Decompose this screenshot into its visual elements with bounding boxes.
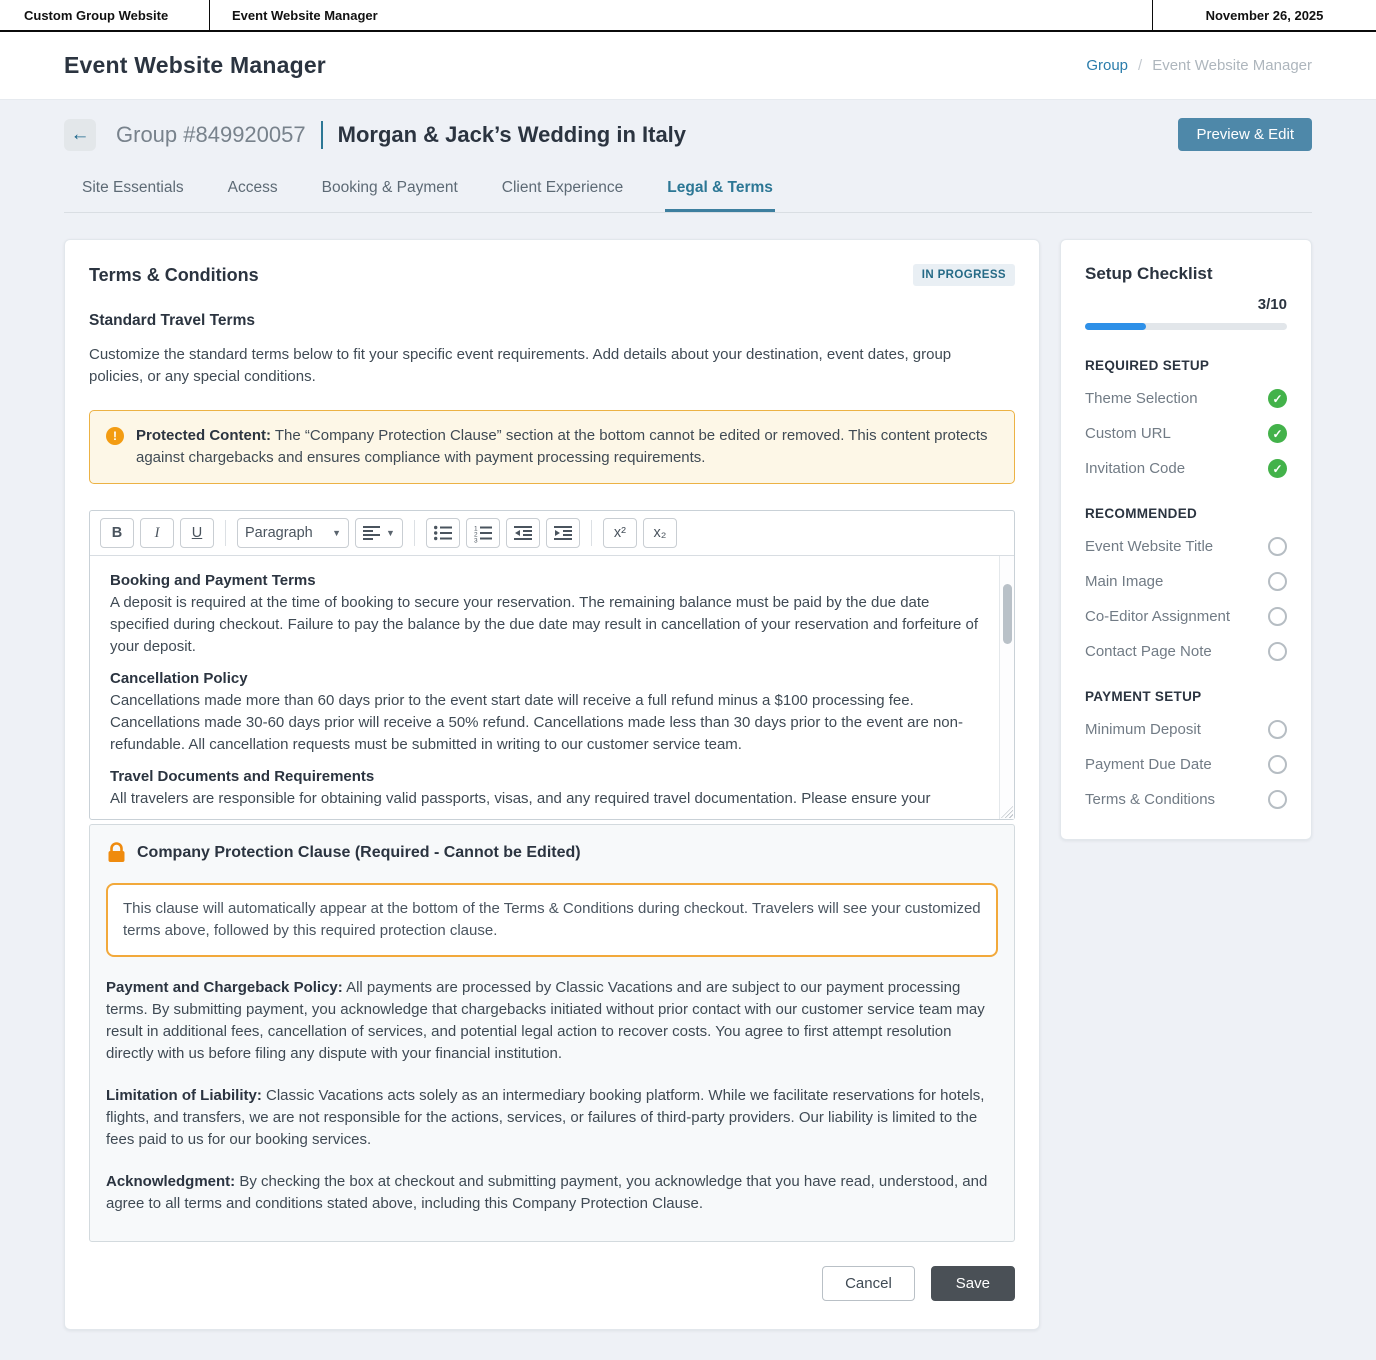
checklist-item-label: Terms & Conditions bbox=[1085, 791, 1216, 808]
checklist-item-custom-url bbox=[1085, 424, 1287, 443]
breadcrumb-group-link[interactable]: Group bbox=[1086, 57, 1129, 74]
checklist-item-label: Co-Editor Assignment bbox=[1085, 608, 1231, 625]
toolbar-separator bbox=[414, 520, 415, 546]
superscript-button[interactable] bbox=[603, 518, 637, 548]
topbar-tab-event-website-manager[interactable]: Event Website Manager bbox=[232, 7, 378, 23]
editor-heading: Travel Documents and Requirements bbox=[110, 768, 375, 785]
protection-title: Company Protection Clause (Required - Cannot be Edited) bbox=[137, 844, 581, 861]
event-title: Morgan & Jack’s Wedding in Italy bbox=[337, 121, 687, 147]
checklist-section-heading: RECOMMENDED bbox=[1085, 506, 1198, 521]
superscript-label: x² bbox=[613, 525, 626, 541]
checklist-section-recommended bbox=[1085, 506, 1287, 661]
bullet-list-icon bbox=[434, 526, 452, 540]
checklist-title: Setup Checklist bbox=[1085, 264, 1213, 283]
scrollbar-thumb[interactable] bbox=[1003, 584, 1012, 644]
section-description: Customize the standard terms below to fit your specific event requirements. Add details about your destination, event dates, group policies, or any special conditions. bbox=[89, 346, 952, 385]
paragraph-label: Limitation of Liability: bbox=[106, 1087, 262, 1104]
progress-bar bbox=[1085, 323, 1287, 330]
group-header-row bbox=[64, 118, 1312, 151]
status-badge: IN PROGRESS bbox=[913, 264, 1015, 286]
warning-icon: ! bbox=[106, 427, 124, 445]
italic-button[interactable] bbox=[140, 518, 174, 548]
company-protection-panel bbox=[89, 824, 1015, 1242]
underline-label: U bbox=[191, 525, 203, 541]
checklist-item-contact-page-note bbox=[1085, 642, 1287, 661]
editor-content-area[interactable] bbox=[90, 556, 1014, 819]
lock-icon bbox=[108, 843, 125, 863]
editor-paragraph: All travelers are responsible for obtaining valid passports, visas, and any required travel documentation. Please ensure your bbox=[110, 790, 931, 807]
underline-button[interactable] bbox=[180, 518, 214, 548]
paragraph-text: Classic Vacations acts solely as an intermediary booking platform. While we facilitate reservations for hotels, flights, and transfers, we are not responsible for the actions, services, or failures of third-party providers. Our liability is limited to the fees paid to us for our booking services. bbox=[106, 1087, 985, 1148]
checklist-item-label: Event Website Title bbox=[1085, 538, 1214, 555]
setup-checklist-card bbox=[1060, 239, 1312, 840]
checklist-item-invitation-code bbox=[1085, 459, 1287, 478]
paragraph-style-dropdown[interactable] bbox=[237, 518, 349, 548]
breadcrumb bbox=[1086, 57, 1312, 74]
paragraph-label: Payment and Chargeback Policy: bbox=[106, 979, 343, 996]
empty-circle-icon bbox=[1268, 720, 1287, 739]
breadcrumb-current: Event Website Manager bbox=[1152, 57, 1312, 74]
subscript-button[interactable] bbox=[643, 518, 677, 548]
paragraph-label: Acknowledgment: bbox=[106, 1173, 236, 1190]
checklist-progress-count: 3/10 bbox=[1257, 296, 1287, 313]
svg-text:2: 2 bbox=[473, 531, 478, 539]
warning-text: The “Company Protection Clause” section at the bottom cannot be edited or removed. This content protects against chargebacks and ensures compliance with payment processing requirements. bbox=[136, 427, 988, 466]
breadcrumb-separator: / bbox=[1138, 57, 1143, 74]
back-button[interactable]: ← bbox=[64, 119, 96, 151]
checklist-item-label: Minimum Deposit bbox=[1085, 721, 1201, 738]
cancel-button[interactable]: Cancel bbox=[822, 1266, 915, 1301]
editor-paragraph: A deposit is required at the time of booking to secure your reservation. The remaining balance must be paid by the due date specified during checkout. Failure to pay the balance by the due date may result in cancellation of your reservation and forfeiture of your deposit. bbox=[110, 594, 979, 655]
check-circle-icon bbox=[1268, 389, 1287, 408]
outdent-icon bbox=[514, 526, 532, 540]
svg-text:3: 3 bbox=[473, 537, 478, 545]
bold-label: B bbox=[111, 525, 123, 541]
save-button[interactable]: Save bbox=[931, 1266, 1015, 1301]
protection-paragraph bbox=[106, 1085, 998, 1151]
italic-label: I bbox=[154, 524, 160, 541]
chevron-down-icon: ▼ bbox=[386, 528, 395, 538]
top-bar bbox=[0, 0, 1376, 32]
protection-paragraph bbox=[106, 977, 998, 1065]
terms-conditions-card bbox=[64, 239, 1040, 1330]
checklist-item-label: Main Image bbox=[1085, 573, 1164, 590]
toolbar-separator bbox=[225, 520, 226, 546]
empty-circle-icon bbox=[1268, 790, 1287, 809]
checklist-item-label: Theme Selection bbox=[1085, 390, 1198, 407]
preview-edit-button[interactable]: Preview & Edit bbox=[1178, 118, 1312, 151]
editor-toolbar bbox=[90, 511, 1014, 556]
align-left-icon bbox=[363, 526, 380, 540]
checklist-item-label: Custom URL bbox=[1085, 425, 1171, 442]
editor-heading: Cancellation Policy bbox=[110, 670, 248, 687]
check-circle-icon bbox=[1268, 424, 1287, 443]
page-title: Event Website Manager bbox=[64, 52, 326, 78]
checklist-item-minimum-deposit bbox=[1085, 720, 1287, 739]
subscript-label: x₂ bbox=[653, 525, 667, 541]
checklist-item-label: Contact Page Note bbox=[1085, 643, 1212, 660]
warning-label: Protected Content: bbox=[136, 427, 271, 444]
alignment-dropdown[interactable] bbox=[355, 518, 403, 548]
page-header bbox=[0, 32, 1376, 100]
check-circle-icon bbox=[1268, 459, 1287, 478]
numbered-list-icon bbox=[473, 525, 492, 545]
checklist-item-payment-due-date bbox=[1085, 755, 1287, 774]
checklist-item-label: Payment Due Date bbox=[1085, 756, 1212, 773]
checklist-item-main-image bbox=[1085, 572, 1287, 591]
progress-bar-fill bbox=[1085, 323, 1146, 330]
section-title: Terms & Conditions bbox=[89, 264, 259, 285]
empty-circle-icon bbox=[1268, 537, 1287, 556]
bullet-list-button[interactable] bbox=[426, 518, 460, 548]
tab-client-experience[interactable]: Client Experience bbox=[501, 179, 624, 196]
subsection-title: Standard Travel Terms bbox=[89, 312, 255, 329]
checklist-item-terms-conditions bbox=[1085, 790, 1287, 809]
topbar-date: November 26, 2025 bbox=[1152, 0, 1376, 30]
numbered-list-button[interactable] bbox=[466, 518, 500, 548]
indent-button[interactable] bbox=[546, 518, 580, 548]
editor-heading: Booking and Payment Terms bbox=[110, 572, 316, 589]
paragraph-text: By checking the box at checkout and submitting payment, you acknowledge that you have read, understood, and agree to all terms and conditions stated above, including this Company Protection Clause. bbox=[106, 1173, 988, 1212]
tab-site-essentials[interactable]: Site Essentials bbox=[82, 179, 184, 196]
empty-circle-icon bbox=[1268, 572, 1287, 591]
paragraph-style-value: Paragraph bbox=[245, 525, 313, 541]
rich-text-editor bbox=[89, 510, 1015, 820]
tab-access[interactable]: Access bbox=[227, 179, 278, 196]
svg-text:1: 1 bbox=[473, 525, 478, 533]
protection-notice: This clause will automatically appear at the bottom of the Terms & Conditions during checkout. Travelers will see your customized terms above, followed by this required protection clause. bbox=[106, 883, 998, 957]
paragraph-text: All payments are processed by Classic Vacations and are subject to our payment processing terms. By submitting payment, you acknowledge that chargebacks initiated without prior contact with our customer service team may result in additional fees, cancellation of services, and potential legal action to recover costs. You agree to first attempt resolution directly with us before filing any dispute with your financial institution. bbox=[106, 979, 985, 1062]
title-divider bbox=[321, 121, 323, 149]
tab-bar bbox=[64, 171, 1312, 213]
checklist-item-co-editor-assignment bbox=[1085, 607, 1287, 626]
protected-content-warning bbox=[89, 410, 1015, 484]
outdent-button[interactable] bbox=[506, 518, 540, 548]
empty-circle-icon bbox=[1268, 642, 1287, 661]
checklist-section-payment-setup bbox=[1085, 689, 1287, 809]
checklist-item-theme-selection bbox=[1085, 389, 1287, 408]
checklist-section-heading: REQUIRED SETUP bbox=[1085, 358, 1210, 373]
protection-paragraph bbox=[106, 1171, 998, 1215]
checklist-item-label: Invitation Code bbox=[1085, 460, 1186, 477]
empty-circle-icon bbox=[1268, 755, 1287, 774]
checklist-section-heading: PAYMENT SETUP bbox=[1085, 689, 1202, 704]
checklist-item-event-website-title bbox=[1085, 537, 1287, 556]
editor-scrollbar[interactable] bbox=[999, 556, 1014, 819]
group-id: Group #849920057 bbox=[116, 121, 306, 147]
chevron-down-icon: ▼ bbox=[332, 528, 341, 538]
indent-icon bbox=[554, 526, 572, 540]
editor-paragraph: Cancellations made more than 60 days prior to the event start date will receive a full refund minus a $100 processing fee. Cancellations made 30-60 days prior will receive a 50% refund. Cancellations made less than 30 days prior to the event are non-refundable. All cancellation requests must be submitted in writing to our customer service team. bbox=[110, 692, 963, 753]
bold-button[interactable] bbox=[100, 518, 134, 548]
tab-legal-terms[interactable]: Legal & Terms bbox=[665, 171, 775, 212]
checklist-section-required bbox=[1085, 358, 1287, 478]
topbar-tab-custom-group-website[interactable]: Custom Group Website bbox=[0, 0, 210, 30]
tab-booking-payment[interactable]: Booking & Payment bbox=[321, 179, 458, 196]
empty-circle-icon bbox=[1268, 607, 1287, 626]
toolbar-separator bbox=[591, 520, 592, 546]
